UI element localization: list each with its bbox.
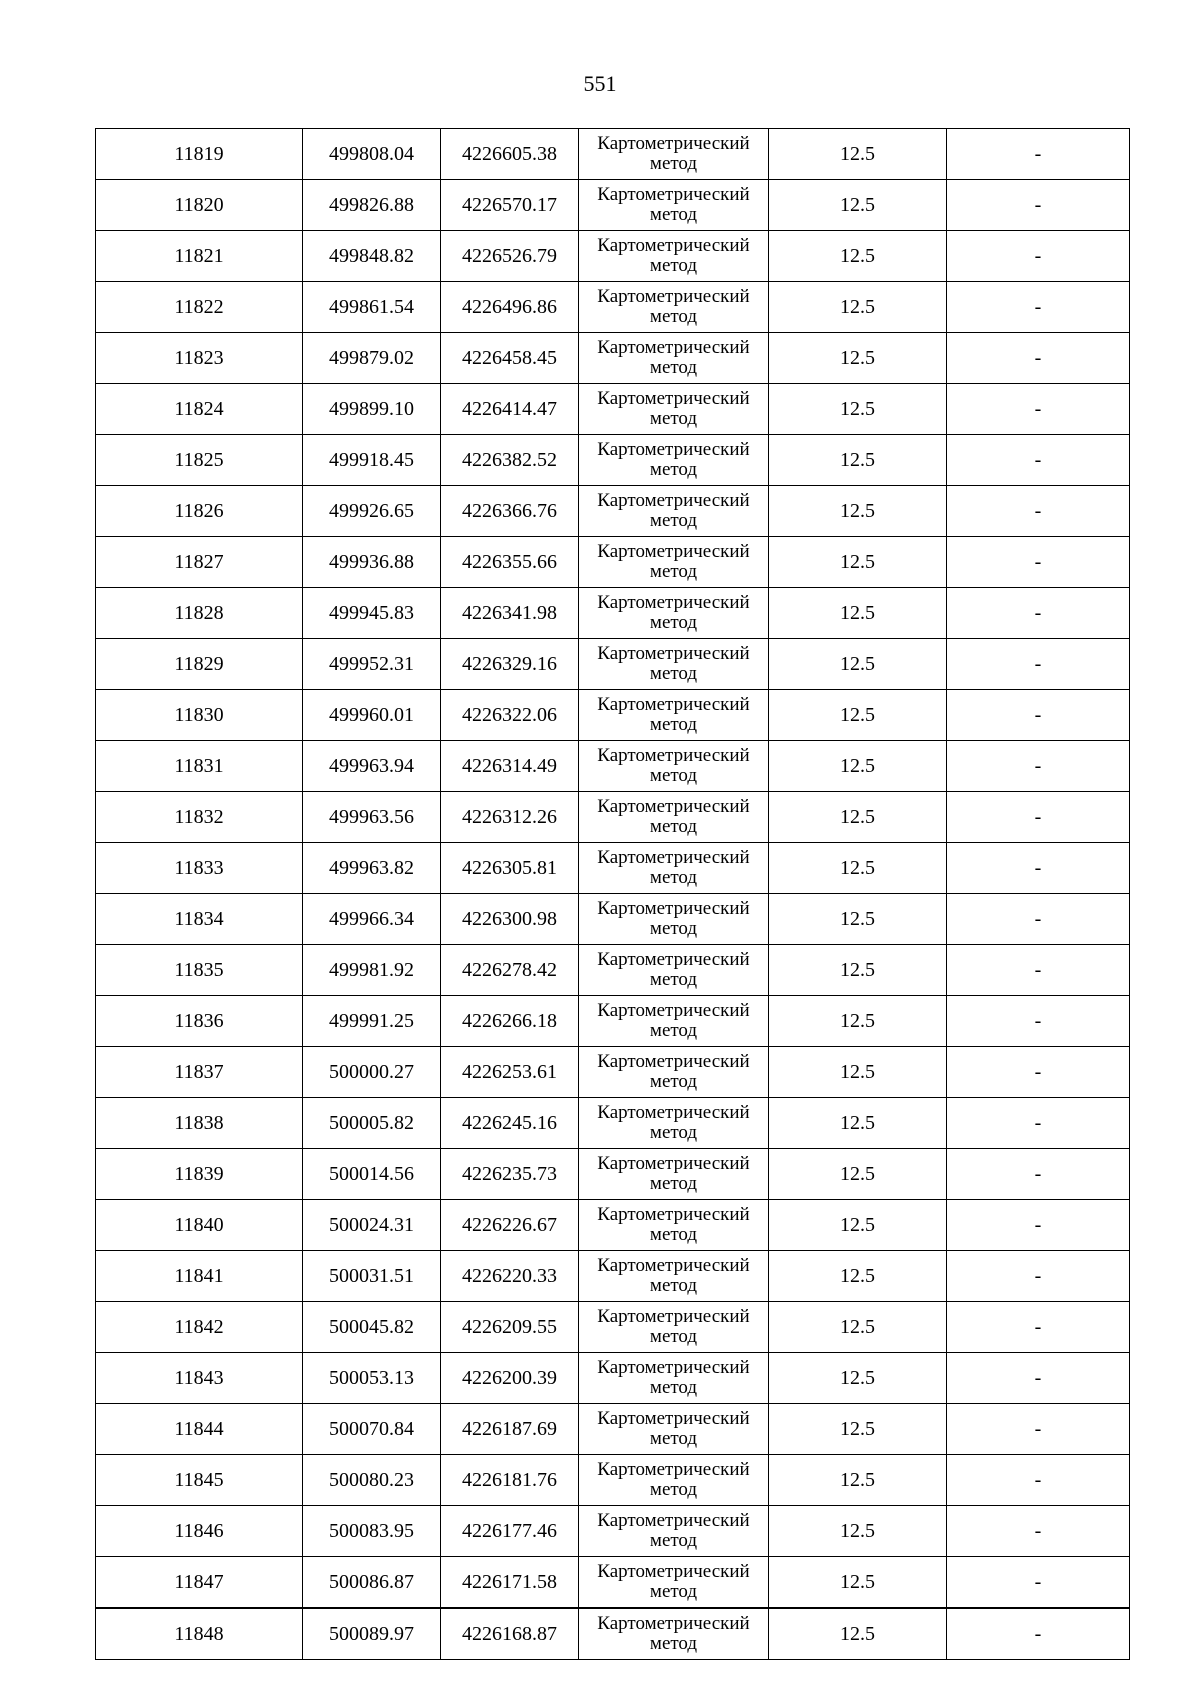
method-line-1: Картометрический [597, 898, 750, 919]
point-number-cell: 11824 [96, 384, 303, 435]
method-line-2: метод [649, 306, 698, 327]
y-coordinate-cell: 4226305.81 [441, 843, 579, 894]
table-row [96, 282, 1130, 333]
table-row [96, 1047, 1130, 1098]
y-coordinate-cell: 4226168.87 [441, 1608, 579, 1660]
y-coordinate-cell: 4226382.52 [441, 435, 579, 486]
point-number-cell: 11823 [96, 333, 303, 384]
x-coordinate-cell: 499963.94 [303, 741, 441, 792]
method-line-2: метод [649, 1020, 698, 1041]
method-line-1: Картометрический [597, 439, 750, 460]
method-cell [579, 588, 769, 639]
x-coordinate-cell: 499981.92 [303, 945, 441, 996]
x-coordinate-cell: 500005.82 [303, 1098, 441, 1149]
x-coordinate-cell: 500000.27 [303, 1047, 441, 1098]
method-line-1: Картометрический [597, 337, 750, 358]
table-row [96, 1557, 1130, 1609]
accuracy-cell: 12.5 [769, 792, 947, 843]
y-coordinate-cell: 4226605.38 [441, 129, 579, 180]
table-row [96, 639, 1130, 690]
x-coordinate-cell: 500089.97 [303, 1608, 441, 1660]
y-coordinate-cell: 4226187.69 [441, 1404, 579, 1455]
accuracy-cell: 12.5 [769, 945, 947, 996]
x-coordinate-cell: 499808.04 [303, 129, 441, 180]
x-coordinate-cell: 500031.51 [303, 1251, 441, 1302]
table-body [96, 129, 1130, 1660]
point-number-cell: 11845 [96, 1455, 303, 1506]
x-coordinate-cell: 500086.87 [303, 1557, 441, 1609]
accuracy-cell: 12.5 [769, 588, 947, 639]
table-row [96, 588, 1130, 639]
note-cell: - [947, 1251, 1130, 1302]
accuracy-cell: 12.5 [769, 996, 947, 1047]
method-line-1: Картометрический [597, 1306, 750, 1327]
method-line-2: метод [649, 204, 698, 225]
accuracy-cell: 12.5 [769, 741, 947, 792]
note-cell: - [947, 384, 1130, 435]
method-line-2: метод [649, 1581, 698, 1602]
point-number-cell: 11820 [96, 180, 303, 231]
point-number-cell: 11825 [96, 435, 303, 486]
x-coordinate-cell: 499936.88 [303, 537, 441, 588]
method-line-1: Картометрический [597, 949, 750, 970]
accuracy-cell: 12.5 [769, 180, 947, 231]
method-line-2: метод [649, 714, 698, 735]
note-cell: - [947, 843, 1130, 894]
accuracy-cell: 12.5 [769, 1047, 947, 1098]
method-line-1: Картометрический [597, 286, 750, 307]
x-coordinate-cell: 499963.82 [303, 843, 441, 894]
method-line-1: Картометрический [597, 1561, 750, 1582]
method-cell [579, 792, 769, 843]
method-line-2: метод [649, 1530, 698, 1551]
method-line-2: метод [649, 867, 698, 888]
accuracy-cell: 12.5 [769, 1149, 947, 1200]
point-number-cell: 11837 [96, 1047, 303, 1098]
method-line-1: Картометрический [597, 1153, 750, 1174]
x-coordinate-cell: 499826.88 [303, 180, 441, 231]
note-cell: - [947, 231, 1130, 282]
note-cell: - [947, 282, 1130, 333]
method-line-1: Картометрический [597, 1000, 750, 1021]
table-row [96, 792, 1130, 843]
method-cell [579, 996, 769, 1047]
y-coordinate-cell: 4226526.79 [441, 231, 579, 282]
accuracy-cell: 12.5 [769, 1098, 947, 1149]
table-row [96, 894, 1130, 945]
table-row [96, 1455, 1130, 1506]
method-cell [579, 384, 769, 435]
method-line-2: метод [649, 816, 698, 837]
method-line-1: Картометрический [597, 1102, 750, 1123]
method-line-1: Картометрический [597, 1408, 750, 1429]
x-coordinate-cell: 499861.54 [303, 282, 441, 333]
y-coordinate-cell: 4226458.45 [441, 333, 579, 384]
y-coordinate-cell: 4226235.73 [441, 1149, 579, 1200]
y-coordinate-cell: 4226226.67 [441, 1200, 579, 1251]
point-number-cell: 11847 [96, 1557, 303, 1609]
note-cell: - [947, 486, 1130, 537]
method-cell [579, 435, 769, 486]
method-line-2: метод [649, 1275, 698, 1296]
method-cell [579, 1149, 769, 1200]
accuracy-cell: 12.5 [769, 1608, 947, 1660]
table-row [96, 1506, 1130, 1557]
method-line-1: Картометрический [597, 1613, 750, 1634]
method-line-2: метод [649, 612, 698, 633]
accuracy-cell: 12.5 [769, 1353, 947, 1404]
method-cell [579, 639, 769, 690]
method-cell [579, 537, 769, 588]
method-cell [579, 129, 769, 180]
y-coordinate-cell: 4226200.39 [441, 1353, 579, 1404]
method-line-2: метод [649, 765, 698, 786]
table-row [96, 384, 1130, 435]
accuracy-cell: 12.5 [769, 333, 947, 384]
accuracy-cell: 12.5 [769, 1251, 947, 1302]
y-coordinate-cell: 4226181.76 [441, 1455, 579, 1506]
table-row [96, 537, 1130, 588]
method-cell [579, 1098, 769, 1149]
table-row [96, 945, 1130, 996]
accuracy-cell: 12.5 [769, 282, 947, 333]
accuracy-cell: 12.5 [769, 486, 947, 537]
table-row [96, 1608, 1130, 1660]
x-coordinate-cell: 500053.13 [303, 1353, 441, 1404]
note-cell: - [947, 1557, 1130, 1609]
y-coordinate-cell: 4226322.06 [441, 690, 579, 741]
note-cell: - [947, 1404, 1130, 1455]
point-number-cell: 11842 [96, 1302, 303, 1353]
method-line-1: Картометрический [597, 694, 750, 715]
point-number-cell: 11831 [96, 741, 303, 792]
table-row [96, 129, 1130, 180]
method-line-1: Картометрический [597, 184, 750, 205]
accuracy-cell: 12.5 [769, 1506, 947, 1557]
accuracy-cell: 12.5 [769, 231, 947, 282]
y-coordinate-cell: 4226414.47 [441, 384, 579, 435]
note-cell: - [947, 792, 1130, 843]
note-cell: - [947, 690, 1130, 741]
accuracy-cell: 12.5 [769, 1455, 947, 1506]
method-line-1: Картометрический [597, 1459, 750, 1480]
method-cell [579, 180, 769, 231]
table-row [96, 741, 1130, 792]
method-line-1: Картометрический [597, 541, 750, 562]
method-line-2: метод [649, 459, 698, 480]
note-cell: - [947, 1047, 1130, 1098]
method-line-1: Картометрический [597, 592, 750, 613]
x-coordinate-cell: 499963.56 [303, 792, 441, 843]
x-coordinate-cell: 499952.31 [303, 639, 441, 690]
accuracy-cell: 12.5 [769, 384, 947, 435]
point-number-cell: 11839 [96, 1149, 303, 1200]
method-line-2: метод [649, 153, 698, 174]
x-coordinate-cell: 500080.23 [303, 1455, 441, 1506]
method-cell [579, 1608, 769, 1660]
note-cell: - [947, 639, 1130, 690]
note-cell: - [947, 588, 1130, 639]
table-row [96, 843, 1130, 894]
table-row [96, 1251, 1130, 1302]
note-cell: - [947, 1608, 1130, 1660]
method-line-1: Картометрический [597, 1255, 750, 1276]
x-coordinate-cell: 499899.10 [303, 384, 441, 435]
method-line-1: Картометрический [597, 1051, 750, 1072]
method-line-2: метод [649, 255, 698, 276]
page-number: 551 [583, 71, 617, 96]
point-number-cell: 11822 [96, 282, 303, 333]
x-coordinate-cell: 500045.82 [303, 1302, 441, 1353]
accuracy-cell: 12.5 [769, 843, 947, 894]
table-row [96, 435, 1130, 486]
point-number-cell: 11832 [96, 792, 303, 843]
coordinates-table [95, 128, 1130, 1660]
y-coordinate-cell: 4226341.98 [441, 588, 579, 639]
method-cell [579, 1506, 769, 1557]
method-line-1: Картометрический [597, 388, 750, 409]
method-line-2: метод [649, 1377, 698, 1398]
method-line-1: Картометрический [597, 1357, 750, 1378]
method-cell [579, 1251, 769, 1302]
table-row [96, 1200, 1130, 1251]
accuracy-cell: 12.5 [769, 639, 947, 690]
method-cell [579, 1302, 769, 1353]
y-coordinate-cell: 4226496.86 [441, 282, 579, 333]
y-coordinate-cell: 4226177.46 [441, 1506, 579, 1557]
note-cell: - [947, 537, 1130, 588]
x-coordinate-cell: 499848.82 [303, 231, 441, 282]
y-coordinate-cell: 4226266.18 [441, 996, 579, 1047]
method-line-2: метод [649, 1071, 698, 1092]
x-coordinate-cell: 499991.25 [303, 996, 441, 1047]
point-number-cell: 11828 [96, 588, 303, 639]
point-number-cell: 11848 [96, 1608, 303, 1660]
point-number-cell: 11835 [96, 945, 303, 996]
point-number-cell: 11827 [96, 537, 303, 588]
method-line-1: Картометрический [597, 643, 750, 664]
method-line-1: Картометрический [597, 745, 750, 766]
method-cell [579, 741, 769, 792]
point-number-cell: 11829 [96, 639, 303, 690]
method-line-2: метод [649, 918, 698, 939]
method-line-1: Картометрический [597, 490, 750, 511]
y-coordinate-cell: 4226209.55 [441, 1302, 579, 1353]
method-line-2: метод [649, 1326, 698, 1347]
method-line-2: метод [649, 969, 698, 990]
note-cell: - [947, 1353, 1130, 1404]
x-coordinate-cell: 499960.01 [303, 690, 441, 741]
note-cell: - [947, 741, 1130, 792]
note-cell: - [947, 180, 1130, 231]
point-number-cell: 11846 [96, 1506, 303, 1557]
accuracy-cell: 12.5 [769, 1557, 947, 1609]
y-coordinate-cell: 4226220.33 [441, 1251, 579, 1302]
method-cell [579, 945, 769, 996]
point-number-cell: 11838 [96, 1098, 303, 1149]
accuracy-cell: 12.5 [769, 1404, 947, 1455]
method-line-2: метод [649, 663, 698, 684]
note-cell: - [947, 996, 1130, 1047]
point-number-cell: 11836 [96, 996, 303, 1047]
accuracy-cell: 12.5 [769, 1200, 947, 1251]
y-coordinate-cell: 4226245.16 [441, 1098, 579, 1149]
point-number-cell: 11830 [96, 690, 303, 741]
method-cell [579, 1047, 769, 1098]
method-line-2: метод [649, 1224, 698, 1245]
table-row [96, 1149, 1130, 1200]
method-cell [579, 486, 769, 537]
x-coordinate-cell: 500014.56 [303, 1149, 441, 1200]
method-line-2: метод [649, 357, 698, 378]
point-number-cell: 11834 [96, 894, 303, 945]
table-row [96, 1098, 1130, 1149]
x-coordinate-cell: 500083.95 [303, 1506, 441, 1557]
method-line-2: метод [649, 1122, 698, 1143]
note-cell: - [947, 435, 1130, 486]
method-cell [579, 231, 769, 282]
point-number-cell: 11841 [96, 1251, 303, 1302]
x-coordinate-cell: 500024.31 [303, 1200, 441, 1251]
note-cell: - [947, 945, 1130, 996]
y-coordinate-cell: 4226570.17 [441, 180, 579, 231]
method-cell [579, 843, 769, 894]
note-cell: - [947, 1455, 1130, 1506]
y-coordinate-cell: 4226171.58 [441, 1557, 579, 1609]
method-line-1: Картометрический [597, 1204, 750, 1225]
table-row [96, 690, 1130, 741]
method-cell [579, 1353, 769, 1404]
table-row [96, 1404, 1130, 1455]
note-cell: - [947, 1149, 1130, 1200]
point-number-cell: 11843 [96, 1353, 303, 1404]
method-cell [579, 690, 769, 741]
table-row [96, 180, 1130, 231]
method-line-2: метод [649, 510, 698, 531]
note-cell: - [947, 894, 1130, 945]
method-line-1: Картометрический [597, 1510, 750, 1531]
note-cell: - [947, 129, 1130, 180]
table-row [96, 1302, 1130, 1353]
note-cell: - [947, 1098, 1130, 1149]
y-coordinate-cell: 4226300.98 [441, 894, 579, 945]
y-coordinate-cell: 4226312.26 [441, 792, 579, 843]
x-coordinate-cell: 499879.02 [303, 333, 441, 384]
method-cell [579, 894, 769, 945]
y-coordinate-cell: 4226253.61 [441, 1047, 579, 1098]
point-number-cell: 11821 [96, 231, 303, 282]
note-cell: - [947, 1506, 1130, 1557]
accuracy-cell: 12.5 [769, 1302, 947, 1353]
method-line-1: Картометрический [597, 133, 750, 154]
method-line-1: Картометрический [597, 796, 750, 817]
note-cell: - [947, 1200, 1130, 1251]
note-cell: - [947, 333, 1130, 384]
method-cell [579, 1455, 769, 1506]
method-line-1: Картометрический [597, 235, 750, 256]
method-cell [579, 282, 769, 333]
method-line-2: метод [649, 1633, 698, 1654]
y-coordinate-cell: 4226329.16 [441, 639, 579, 690]
point-number-cell: 11844 [96, 1404, 303, 1455]
accuracy-cell: 12.5 [769, 894, 947, 945]
table-row [96, 486, 1130, 537]
table-row [96, 996, 1130, 1047]
accuracy-cell: 12.5 [769, 537, 947, 588]
point-number-cell: 11840 [96, 1200, 303, 1251]
method-cell [579, 1557, 769, 1609]
table-row [96, 333, 1130, 384]
y-coordinate-cell: 4226366.76 [441, 486, 579, 537]
accuracy-cell: 12.5 [769, 435, 947, 486]
point-number-cell: 11826 [96, 486, 303, 537]
accuracy-cell: 12.5 [769, 129, 947, 180]
x-coordinate-cell: 500070.84 [303, 1404, 441, 1455]
method-line-2: метод [649, 1479, 698, 1500]
table-row [96, 1353, 1130, 1404]
table-row [96, 231, 1130, 282]
method-line-2: метод [649, 1428, 698, 1449]
x-coordinate-cell: 499945.83 [303, 588, 441, 639]
method-line-2: метод [649, 561, 698, 582]
x-coordinate-cell: 499926.65 [303, 486, 441, 537]
method-cell [579, 1200, 769, 1251]
method-line-1: Картометрический [597, 847, 750, 868]
point-number-cell: 11819 [96, 129, 303, 180]
x-coordinate-cell: 499966.34 [303, 894, 441, 945]
y-coordinate-cell: 4226278.42 [441, 945, 579, 996]
method-line-2: метод [649, 408, 698, 429]
y-coordinate-cell: 4226314.49 [441, 741, 579, 792]
y-coordinate-cell: 4226355.66 [441, 537, 579, 588]
point-number-cell: 11833 [96, 843, 303, 894]
note-cell: - [947, 1302, 1130, 1353]
accuracy-cell: 12.5 [769, 690, 947, 741]
method-line-2: метод [649, 1173, 698, 1194]
method-cell [579, 333, 769, 384]
x-coordinate-cell: 499918.45 [303, 435, 441, 486]
method-cell [579, 1404, 769, 1455]
